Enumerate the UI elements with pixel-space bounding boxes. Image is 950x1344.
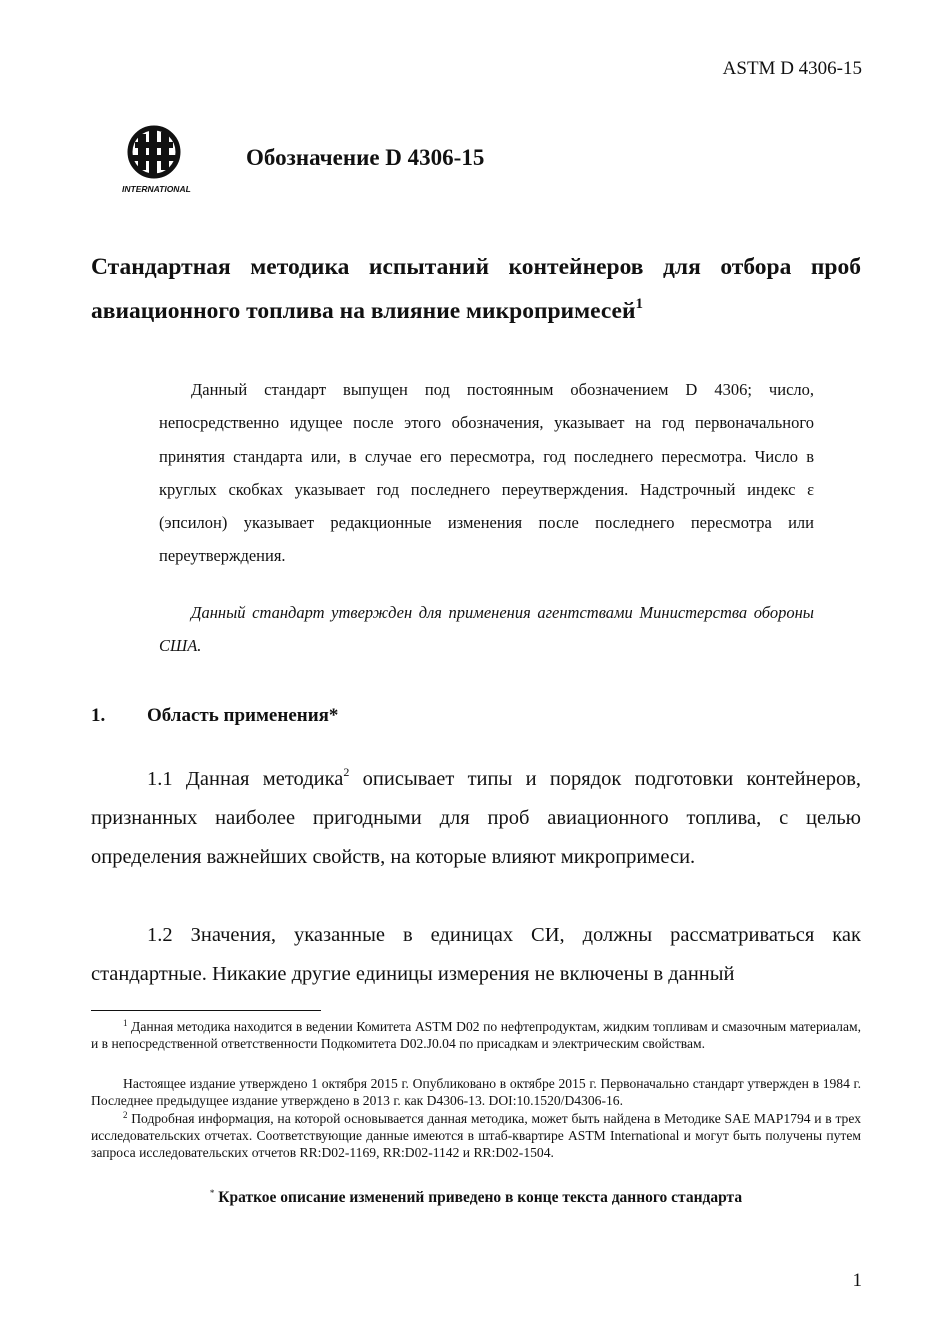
footnote-mark: 1 <box>123 1018 128 1028</box>
paragraph-1-1-text: описывает типы и порядок подготовки контейнеров, признанных наиболее пригодными для проб авиационного топлива, с целью определения важнейших свойств, на которые влияют микропримеси. <box>91 768 862 868</box>
summary-text: Краткое описание изменений приведено в конце текста данного стандарта <box>214 1189 743 1206</box>
logo-caption: INTERNATIONAL <box>122 184 191 194</box>
footnote-1-edition: Настоящее издание утверждено 1 октября 2015 г. Опубликовано в октябре 2015 г. Первоначально стандарт утвержден в 1984 г. Последнее предыдущее издание утверждено в 2013 г. как D4306-13. DOI:10.1520/D4306-16. <box>91 1076 861 1108</box>
footnote-divider <box>91 1010 321 1011</box>
page-number: 1 <box>852 1270 862 1291</box>
dod-approval-notice: Данный стандарт утвержден для применения агентствами Министерства обороны США. <box>159 603 814 656</box>
designation-title: Обозначение D 4306-15 <box>246 145 485 170</box>
summary-of-changes-note <box>91 1188 861 1207</box>
footnote-2 <box>91 1110 861 1161</box>
asterisk-mark: * <box>209 1188 215 1198</box>
paragraph-1-1-lead: 1.1 Данная методика <box>147 768 344 790</box>
footnote-ref: 2 <box>343 765 350 779</box>
section-title: Область применения* <box>147 705 339 726</box>
footnote-2-text: Подробная информация, на которой основывается данная методика, может быть найдена в Методике SAE MAP1794 и в трех исследовательских отчетах. Соответствующие данные имеются в штаб-квартире ASTM International и могут быть получены путем запроса исследовательских отчетов RR:D02-1169, RR:D02-1142 и RR:D02-1504. <box>91 1111 861 1160</box>
paragraph-1-1 <box>91 760 861 877</box>
paragraph-1-2: 1.2 Значения, указанные в единицах СИ, должны рассматриваться как стандартные. Никакие другие единицы измерения не включены в данный <box>91 924 861 985</box>
standard-title-line2-text: авиационного топлива на влияние микропримесей <box>91 298 636 324</box>
astm-logo <box>118 122 200 194</box>
standard-title-line1: Стандартная методика испытаний контейнеров для отбора проб <box>91 254 861 280</box>
footnote-1 <box>91 1018 861 1052</box>
astm-logo-graphic <box>118 122 200 194</box>
section-heading <box>91 705 338 727</box>
document-code-header: ASTM D 4306-15 <box>722 58 862 79</box>
section-number: 1. <box>91 705 106 726</box>
footnote-1-text: Данная методика находится в ведении Комитета ASTM D02 по нефтепродуктам, жидким топливам и смазочным материалам, и в непосредственной ответственности Подкомитета D02.J0.04 по присадкам и электрическим свойствам. <box>91 1019 861 1051</box>
footnote-mark: 2 <box>123 1110 128 1120</box>
standard-title-line2 <box>91 296 861 325</box>
footnote-ref: 1 <box>635 296 644 312</box>
designation-notice: Данный стандарт выпущен под постоянным обозначением D 4306; число, непосредственно идущее после этого обозначения, указывает на год первоначального принятия стандарта или, в случае его пересмотра, год последнего пересмотра. Число в круглых скобках указывает год последнего переутверждения. Надстрочный индекс ε (эпсилон) указывает редакционные изменения после последнего пересмотра или переутверждения. <box>159 380 814 566</box>
